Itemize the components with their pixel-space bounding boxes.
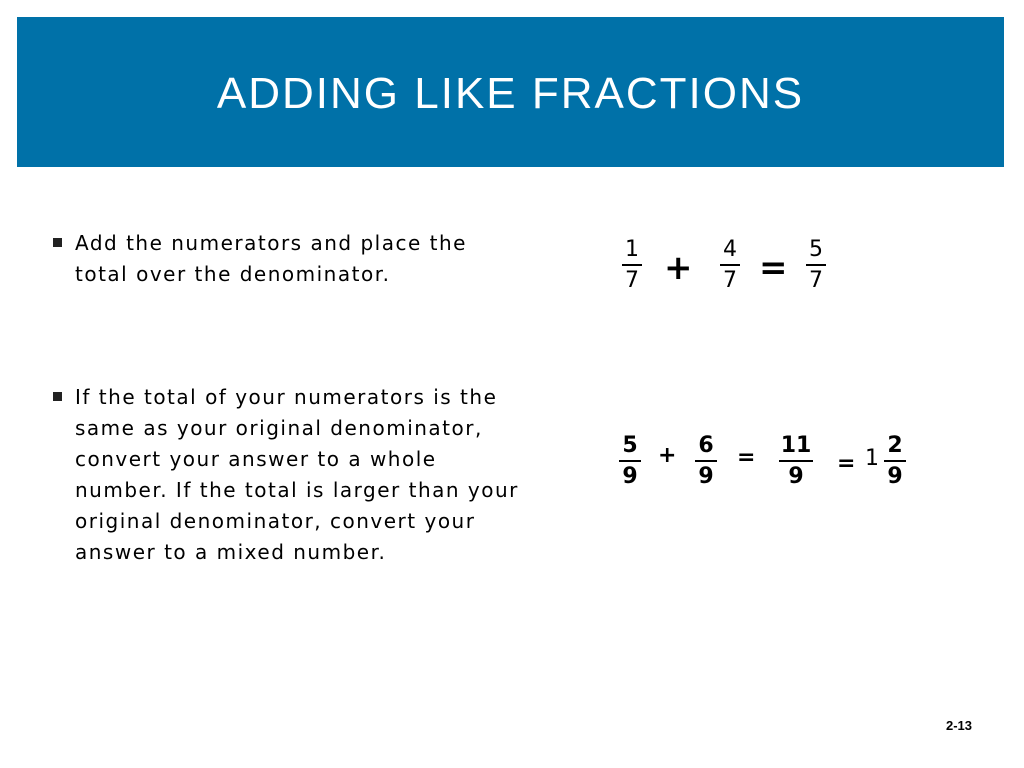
fraction-five-ninths [619,432,641,492]
square-bullet-icon [53,392,62,401]
title-bar [17,17,1004,167]
equals-sign: = [759,248,788,288]
fraction-eleven-ninths [779,432,813,492]
square-bullet-icon [53,238,62,247]
slide-title: ADDING LIKE FRACTIONS [216,69,805,118]
denominator: 7 [809,268,823,293]
plus-sign: + [658,443,677,468]
bullet-item-2 [53,382,523,568]
bullet-item-1 [53,228,523,290]
fraction-two-ninths [884,432,906,492]
bullet-text-1: Add the numerators and place the total over the denominator. [75,231,467,286]
denominator: 9 [622,464,638,489]
equals-sign: = [737,445,756,470]
whole-number: 1 [865,446,879,471]
numerator: 6 [695,432,717,462]
fraction-one-seventh [622,236,642,296]
numerator: 4 [720,236,740,266]
denominator: 9 [698,464,714,489]
numerator: 2 [884,432,906,462]
numerator: 5 [806,236,826,266]
denominator: 7 [723,268,737,293]
denominator: 9 [788,464,804,489]
equals-sign: = [837,451,856,476]
numerator: 1 [622,236,642,266]
bullet-text-2: If the total of your numerators is the same as your original denominator, convert your answer to a whole number. If the total is larger than your original denominator, convert your answer to a mixed number. [75,385,519,564]
fraction-four-sevenths [720,236,740,296]
numerator: 11 [779,432,813,462]
plus-sign: + [664,248,693,288]
numerator: 5 [619,432,641,462]
fraction-five-sevenths [806,236,826,296]
denominator: 9 [887,464,903,489]
denominator: 7 [625,268,639,293]
page-number: 2-13 [945,718,972,733]
fraction-six-ninths [695,432,717,492]
